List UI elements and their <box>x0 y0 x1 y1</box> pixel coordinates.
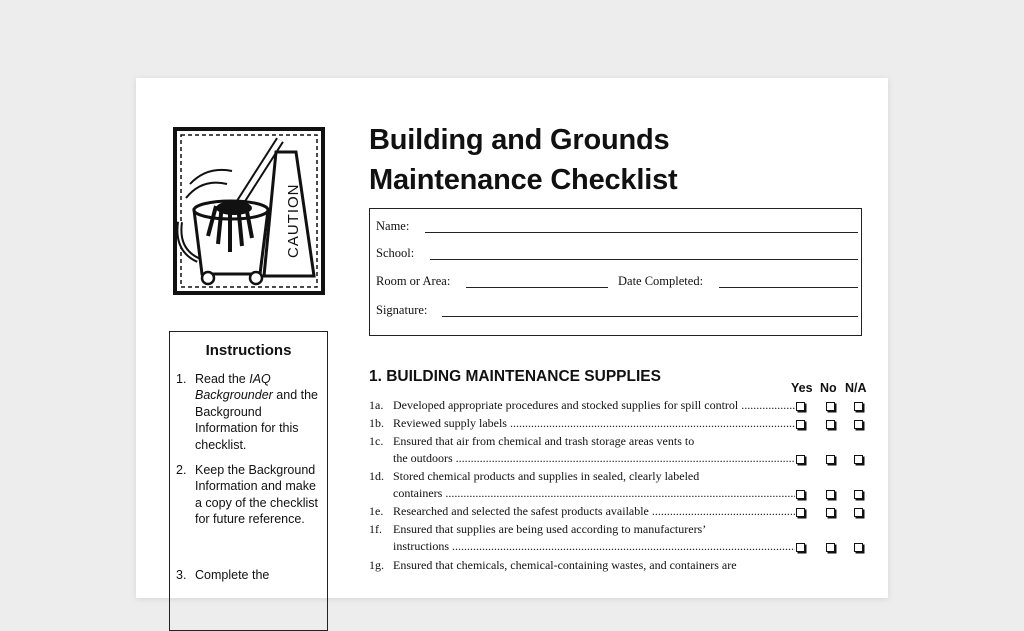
checkbox-yes[interactable] <box>796 402 805 411</box>
room-field[interactable] <box>466 287 608 288</box>
page-title <box>369 120 789 200</box>
checkbox-na[interactable] <box>854 455 863 464</box>
row-text: Reviewed supply labels ..... <box>393 416 795 430</box>
instruction-item: 3. Complete the <box>176 568 270 582</box>
checkbox-yes[interactable] <box>796 543 805 552</box>
row-text: Ensured that air from chemical and trash storage areas vents to <box>393 434 695 448</box>
checkbox-na[interactable] <box>854 402 863 411</box>
title-line-1: Building and Grounds <box>369 124 670 156</box>
date-label: Date Completed: <box>618 274 704 288</box>
row-text: Developed appropriate procedures and stocked supplies for spill control ..... <box>393 398 795 412</box>
instruction-item: 2. Keep the Background Information and make a copy of the checklist for future reference. <box>176 463 318 527</box>
instructions-title: Instructions <box>205 342 292 359</box>
checkbox-na[interactable] <box>854 543 863 552</box>
school-field[interactable] <box>430 259 858 260</box>
document-page <box>136 78 888 598</box>
date-field[interactable] <box>719 287 858 288</box>
checkbox-yes[interactable] <box>796 420 805 429</box>
row-text: instructions ..... <box>393 539 795 553</box>
row-text: the outdoors ..... <box>393 451 795 465</box>
instruction-item: 1. Read the IAQ Backgrounder and the Background Information for this checklist. <box>176 372 319 452</box>
signature-field[interactable] <box>442 316 858 317</box>
checkbox-yes[interactable] <box>796 490 805 499</box>
row-text: Ensured that supplies are being used according to manufacturers’ <box>393 522 707 536</box>
row-number: 1d. <box>369 469 384 483</box>
checkbox-no[interactable] <box>826 402 835 411</box>
column-na: N/A <box>845 381 867 395</box>
row-text: containers ..... <box>393 486 795 500</box>
caution-sign-text: CAUTION <box>285 183 302 258</box>
row-number: 1b. <box>369 416 384 430</box>
row-number: 1f. <box>369 522 382 536</box>
info-form-box <box>369 208 862 336</box>
checkbox-yes[interactable] <box>796 455 805 464</box>
checkbox-yes[interactable] <box>796 508 805 517</box>
row-text: Stored chemical products and supplies in sealed, clearly labeled <box>393 469 700 483</box>
column-no: No <box>820 381 837 395</box>
checkbox-na[interactable] <box>854 490 863 499</box>
mop-bucket-caution-sign-icon <box>172 126 326 296</box>
row-number: 1g. <box>369 558 384 572</box>
checkbox-no[interactable] <box>826 508 835 517</box>
row-number: 1e. <box>369 504 384 518</box>
row-number: 1c. <box>369 434 384 448</box>
checkbox-na[interactable] <box>854 420 863 429</box>
section-title: 1. BUILDING MAINTENANCE SUPPLIES <box>369 368 661 385</box>
room-label: Room or Area: <box>376 274 451 288</box>
title-line-2: Maintenance Checklist <box>369 164 678 196</box>
checkbox-no[interactable] <box>826 420 835 429</box>
instructions-box <box>169 331 328 631</box>
checkbox-no[interactable] <box>826 543 835 552</box>
checkbox-no[interactable] <box>826 490 835 499</box>
row-text: Researched and selected the safest products available ..... <box>393 504 795 518</box>
checkbox-no[interactable] <box>826 455 835 464</box>
signature-label: Signature: <box>376 303 428 317</box>
name-label: Name: <box>376 219 410 233</box>
column-yes: Yes <box>791 381 813 395</box>
checkbox-na[interactable] <box>854 508 863 517</box>
row-number: 1a. <box>369 398 384 412</box>
row-text: Ensured that chemicals, chemical-containing wastes, and containers are <box>393 558 737 572</box>
name-field[interactable] <box>425 232 858 233</box>
school-label: School: <box>376 246 415 260</box>
